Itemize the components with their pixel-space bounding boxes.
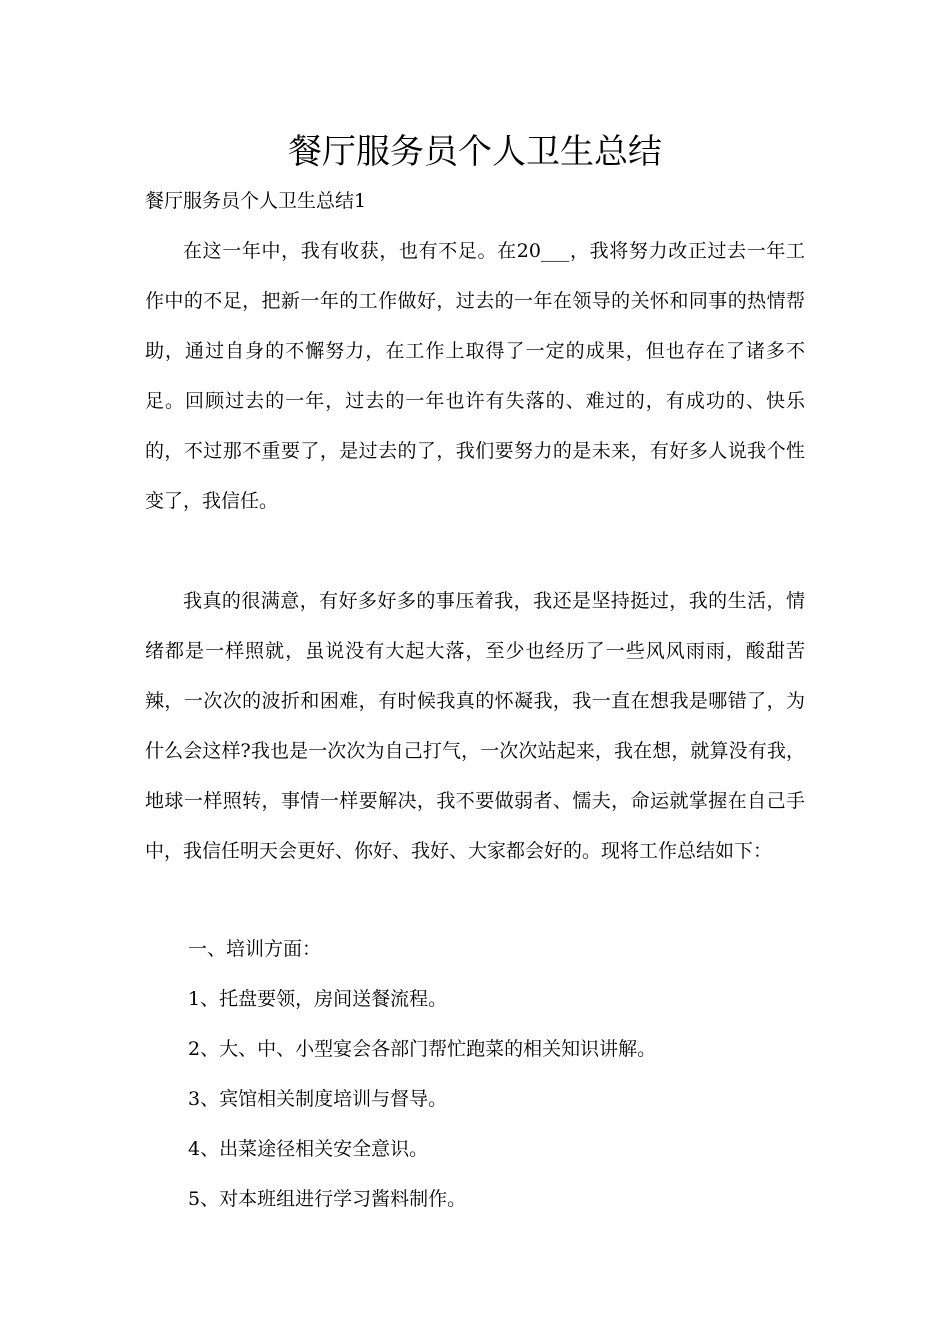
list-item: 2、大、中、小型宴会各部门帮忙跑菜的相关知识讲解。: [188, 1038, 657, 1060]
summary-list: [145, 924, 805, 1224]
list-item: 一、培训方面：: [188, 938, 322, 960]
paragraph-1: [145, 226, 805, 526]
paragraph-2-text: 我真的很满意，有好多好多的事压着我，我还是坚持挺过，我的生活，情绪都是一样照就，虽说没有大起大落，至少也经历了一些风风雨雨，酸甜苦辣，一次次的波折和困难，有时候我真的怀凝我，我一直在想我是哪错了，为什么会这样?我也是一次次为自己打气，一次次站起来，我在想，就算没有我，地球一样照转，事情一样要解决，我不要做弱者、懦夫，命运就掌握在自己手中，我信任明天会更好、你好、我好、大家都会好的。现将工作总结如下：: [145, 590, 805, 862]
list-item: 5、对本班组进行学习酱料制作。: [188, 1188, 467, 1210]
document-subtitle: 餐厅服务员个人卫生总结1: [145, 190, 367, 212]
list-item: 3、宾馆相关制度培训与督导。: [188, 1088, 448, 1110]
list-item: 4、出菜途径相关安全意识。: [188, 1138, 429, 1160]
list-item: 1、托盘要领，房间送餐流程。: [188, 988, 448, 1010]
paragraph-2: [145, 576, 805, 876]
document-title: 餐厅服务员个人卫生总结: [288, 132, 662, 172]
paragraph-1-text: 在这一年中，我有收获，也有不足。在20___，我将努力改正过去一年工作中的不足，把新一年的工作做好，过去的一年在领导的关怀和同事的热情帮助，通过自身的不懈努力，在工作上取得了一定的成果，但也存在了诸多不足。回顾过去的一年，过去的一年也许有失落的、难过的，有成功的、快乐的，不过那不重要了，是过去的了，我们要努力的是未来，有好多人说我个性变了，我信任。: [145, 240, 805, 512]
